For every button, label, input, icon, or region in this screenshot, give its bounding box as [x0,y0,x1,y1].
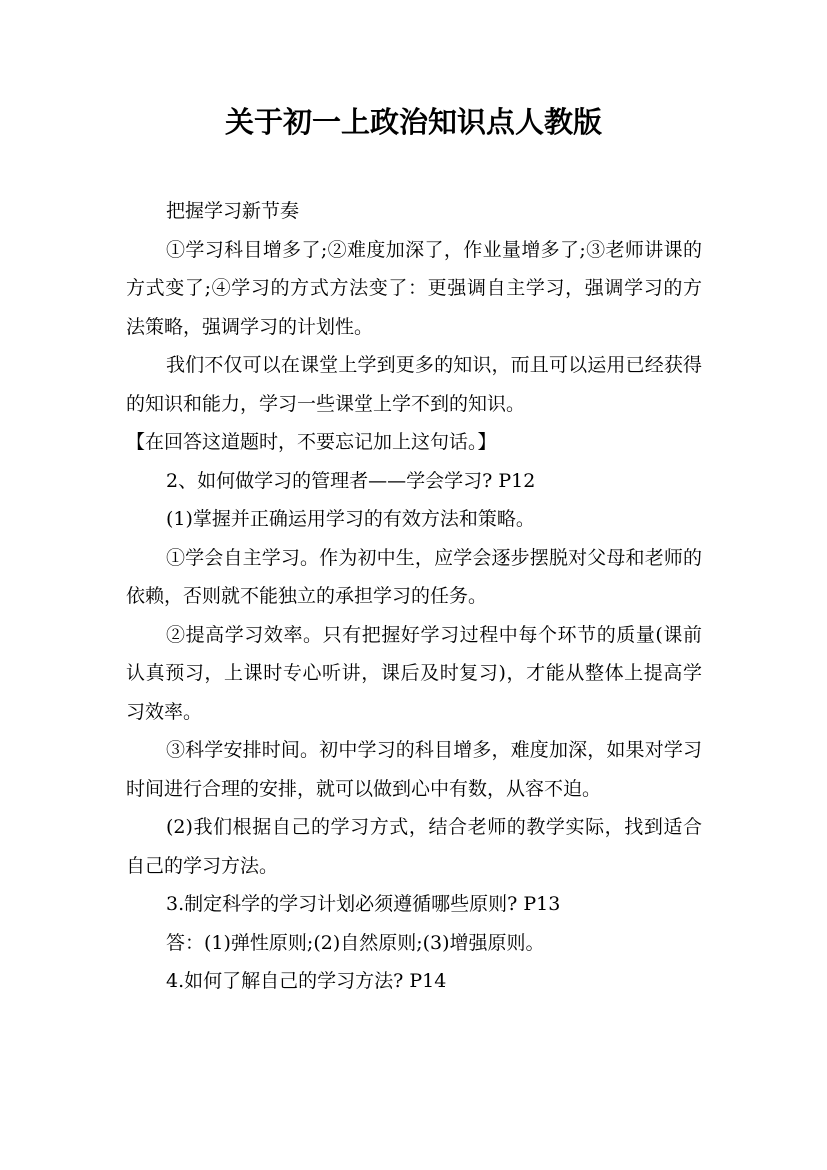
paragraph-learn-more: 我们不仅可以在课堂上学到更多的知识，而且可以运用已经获得的知识和能力，学习一些课堂上学不到的知识。 [126,354,702,415]
paragraph-heading-study-rhythm: 把握学习新节奏 [166,200,300,222]
paragraph-time-arrangement: ③科学安排时间。初中学习的科目增多，难度加深，如果对学习时间进行合理的安排，就可以做到心中有数，从容不迫。 [126,739,702,800]
paragraph-efficiency: ②提高学习效率。只有把握好学习过程中每个环节的质量(课前认真预习，上课时专心听讲，课后及时复习)，才能从整体上提高学习效率。 [126,623,702,723]
paragraph-point-1: (1)掌握并正确运用学习的有效方法和策略。 [166,508,535,530]
paragraph-answer-3: 答：(1)弹性原则;(2)自然原则;(3)增强原则。 [166,931,545,954]
document-body [126,192,702,1001]
paragraph-study-changes: ①学习科目增多了;②难度加深了，作业量增多了;③老师讲课的方式变了;④学习的方式方法变了：更强调自主学习，强调学习的方法策略，强调学习的计划性。 [126,238,702,338]
paragraph-answer-note: 【在回答这道题时，不要忘记加上这句话。】 [126,431,497,453]
paragraph-question-2: 2、如何做学习的管理者——学会学习? P12 [166,469,536,492]
paragraph-point-2: (2)我们根据自己的学习方式，结合老师的教学实际，找到适合自己的学习方法。 [126,816,702,877]
paragraph-question-4: 4.如何了解自己的学习方法? P14 [166,970,447,992]
paragraph-question-3: 3.制定科学的学习计划必须遵循哪些原则? P13 [166,893,561,915]
page-title: 关于初一上政治知识点人教版 [224,105,602,139]
paragraph-self-study: ①学会自主学习。作为初中生，应学会逐步摆脱对父母和老师的依赖，否则就不能独立的承担学习的任务。 [126,546,702,607]
